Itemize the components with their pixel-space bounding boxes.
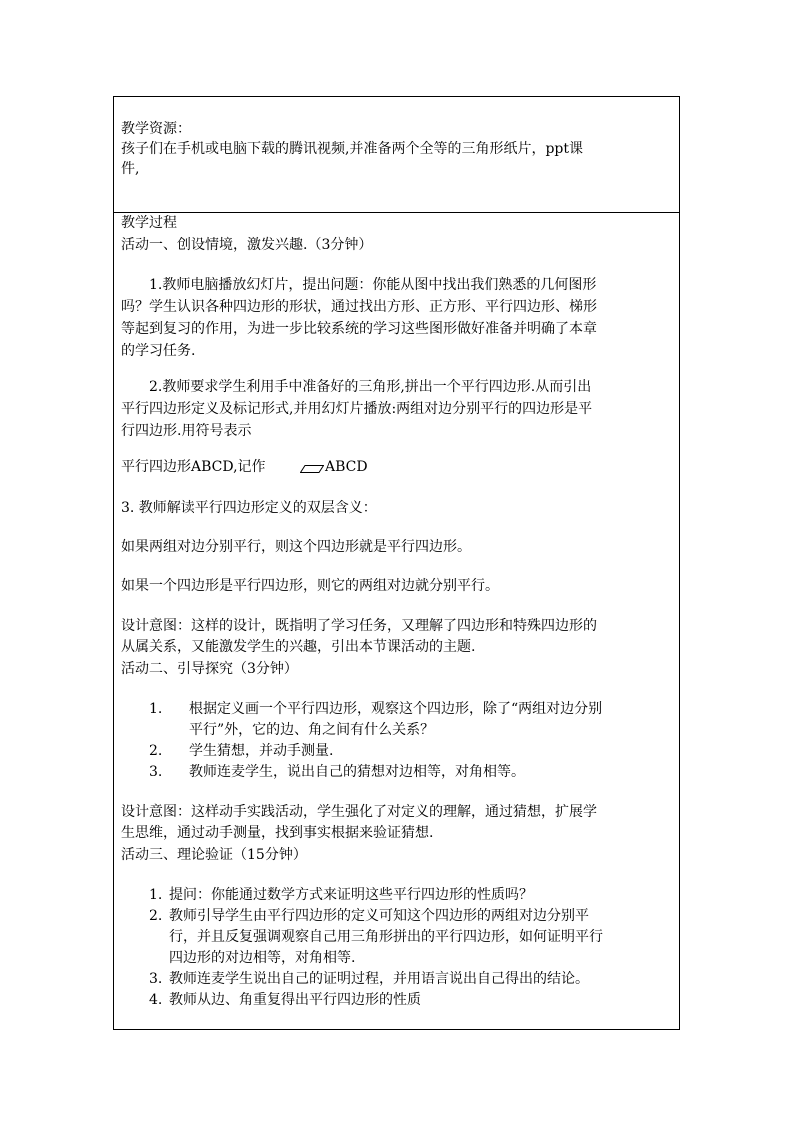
activity1-p5: 如果一个四边形是平行四边形，则它的两组对边就分别平行。 [121, 578, 499, 594]
notation-suffix: ABCD [325, 459, 368, 475]
activity2-item-2-number: 2. [149, 743, 163, 759]
resources-heading: 教学资源： [121, 121, 191, 137]
activity1-p3: 3. 教师解读平行四边形定义的双层含义： [121, 500, 377, 516]
activity2-design-line-1: 设计意图：这样动手实践活动，学生强化了对定义的理解，通过猜想，扩展学 [121, 804, 597, 820]
activity3-item-3-line-1: 教师连麦学生说出自己的证明过程，并用语言说出自己得出的结论。 [169, 971, 589, 987]
activity3-item-2-line-1: 教师引导学生由平行四边形的定义可知这个四边形的两组对边分别平 [169, 908, 589, 924]
process-cell [114, 213, 679, 1029]
resources-cell [114, 97, 679, 213]
activity1-p1-line-3: 等起到复习的作用，为进一步比较系统的学习这些图形做好准备并明确了本章 [121, 321, 597, 337]
activity1-design-line-2: 从属关系，又能激发学生的兴趣，引出本节课活动的主题. [121, 639, 476, 655]
activity3-title: 活动三、理论验证（15分钟） [121, 847, 307, 863]
parallelogram-symbol-icon [300, 465, 324, 473]
activity3-item-2-number: 2. [149, 908, 163, 924]
activity1-p4: 如果两组对边分别平行，则这个四边形就是平行四边形。 [121, 539, 471, 555]
activity3-item-2-line-3: 四边形的对边相等，对角相等. [169, 950, 356, 966]
activity3-item-4-number: 4. [149, 992, 163, 1008]
activity2-title: 活动二、引导探究（3分钟） [121, 661, 298, 677]
notation-prefix: 平行四边形ABCD,记作 [121, 459, 266, 475]
activity1-design-line-1: 设计意图：这样的设计，既指明了学习任务，又理解了四边形和特殊四边形的 [121, 618, 597, 634]
resources-text-line-1: 孩子们在手机或电脑下载的腾讯视频,并准备两个全等的三角形纸片，ppt课 [121, 141, 583, 157]
activity2-item-3-line-1: 教师连麦学生，说出自己的猜想对边相等，对角相等。 [189, 764, 525, 780]
activity1-p1-line-4: 的学习任务. [121, 343, 196, 359]
resources-text-line-2: 件, [121, 161, 140, 177]
activity3-item-2-line-2: 行，并且反复强调观察自己用三角形拼出的平行四边形，如何证明平行 [169, 929, 603, 945]
activity1-p2-line-2: 平行四边形定义及标记形式,并用幻灯片播放:两组对边分别平行的四边形是平 [121, 401, 593, 417]
activity1-p2-line-1: 2.教师要求学生利用手中准备好的三角形,拼出一个平行四边形.从而引出 [149, 379, 592, 395]
activity1-title: 活动一、创设情境，激发兴趣.（3分钟） [121, 237, 373, 253]
activity1-p1-line-2: 吗？学生认识各种四边形的形状，通过找出方形、正方形、平行四边形、梯形 [121, 299, 597, 315]
activity2-design-line-2: 生思维，通过动手测量，找到事实根据来验证猜想. [121, 825, 434, 841]
activity3-item-4-line-1: 教师从边、角重复得出平行四边形的性质 [169, 992, 421, 1008]
activity3-item-1-line-1: 提问：你能通过数学方式来证明这些平行四边形的性质吗？ [169, 887, 533, 903]
activity3-item-3-number: 3. [149, 971, 163, 987]
activity1-p2-line-3: 行四边形.用符号表示 [121, 423, 252, 439]
lesson-plan-table [113, 96, 680, 1030]
activity2-item-1-line-2: 平行”外，它的边、角之间有什么关系？ [189, 722, 435, 738]
activity2-item-1-number: 1. [149, 701, 163, 717]
process-heading: 教学过程 [121, 215, 177, 231]
activity2-item-3-number: 3. [149, 764, 163, 780]
activity1-p1-line-1: 1.教师电脑播放幻灯片，提出问题：你能从图中找出我们熟悉的几何图形 [149, 277, 597, 293]
activity2-item-2-line-1: 学生猜想，并动手测量. [189, 743, 334, 759]
activity2-item-1-line-1: 根据定义画一个平行四边形，观察这个四边形，除了“两组对边分别 [189, 701, 603, 717]
activity3-item-1-number: 1. [149, 887, 163, 903]
